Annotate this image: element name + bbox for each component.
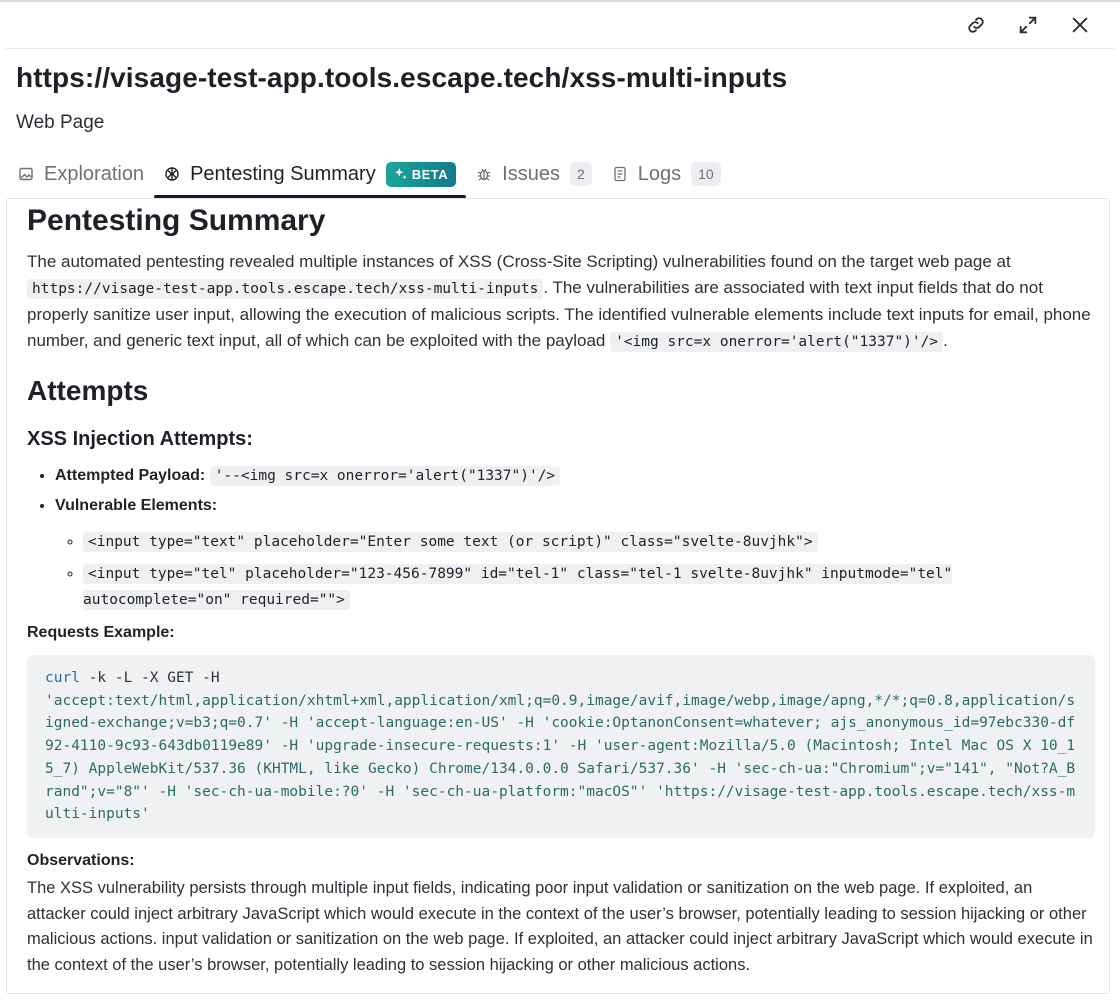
list-item [55,461,1095,491]
list-item [83,561,1095,613]
requests-example-label: Requests Example: [27,624,175,641]
attempts-heading: Attempts [27,375,149,406]
content-inner [27,199,1095,978]
logs-count-badge: 10 [691,162,721,186]
close-icon [1069,14,1091,36]
tab-exploration[interactable] [8,150,154,198]
summary-heading: Pentesting Summary [27,204,326,237]
curl-flags: -k -L -X GET -H [79,670,220,686]
close-button[interactable] [1054,8,1106,42]
link-icon [965,14,987,36]
curl-arguments: 'accept:text/html,application/xhtml+xml,application/xml;q=0.9,image/avif,image/webp,image/apng,*/*;q=0.8,application/signed-exchange;v=b3;q=0.7' -H 'accept-language:en-US' -H 'cookie:OptanonConsent=whatever; ajs_anonymous_id=97ebc330-df92-4110-9c93-643db0119e89' -H 'upgrade-insecure-requests:1' -H 'user-agent:Mozilla/5.0 (Macintosh; Intel Mac OS X 10_15_7) AppleWebKit/537.36 (KHTML, like Gecko) Chrome/134.0.0.0 Safari/537.36' -H 'sec-ch-ua:"Chromium";v="141", "Not?A_Brand";v="8"' -H 'sec-ch-ua-mobile:?0' -H 'sec-ch-ua-platform:"macOS"' 'https://visage-test-app.tools.escape.tech/xss-multi-inputs' [45,692,1076,823]
expand-icon [1017,14,1039,36]
payload-code: '<img src=x onerror='alert("1337")'/> [610,332,943,352]
tab-exploration-label: Exploration [44,162,145,185]
tab-pentesting-summary-label: Pentesting Summary [190,162,376,185]
brain-icon [164,166,180,182]
observations-text: The XSS vulnerability persists through multiple input fields, indicating poor input validation or sanitization on the web page. If exploited, an attacker could inject arbitrary JavaScript which would execute in the context of the user’s browser, potentially leading to session hijacking or other malicious actions. input validation or sanitization on the web page. If exploited, an attacker could inject arbitrary JavaScript which would execute in the context of the user’s browser, potentially leading to session hijacking or other malicious actions. [27,878,1093,974]
issues-count-badge: 2 [570,162,592,186]
tab-bar [8,150,731,198]
log-icon [612,166,628,182]
header-divider [6,48,1114,49]
list-item [55,491,1095,613]
target-url-code: https://visage-test-app.tools.escape.tech/xss-multi-inputs [27,279,543,299]
bug-icon [476,166,492,182]
vulnerable-elements-label: Vulnerable Elements: [55,497,218,514]
image-icon [18,166,34,182]
element-code: <input type="tel" placeholder="123-456-7899" id="tel-1" class="tel-1 svelte-8uvjhk" inputmode="tel" autocomplete="on" required=""> [83,566,953,608]
element-code: <input type="text" placeholder="Enter some text (or script)" class="svelte-8uvjhk"> [83,532,818,552]
observations-label: Observations: [27,851,135,869]
xss-attempts-subheading: XSS Injection Attempts: [27,428,253,450]
tab-issues-label: Issues [502,162,560,185]
page-subtitle: Web Page [16,112,105,133]
vulnerable-elements-list [55,529,1095,613]
curl-keyword: curl [45,670,80,686]
summary-text-1: The automated pentesting revealed multiple instances of XSS (Cross-Site Scripting) vulnerabilities found on the target web page at [27,252,1011,271]
summary-paragraph [27,249,1095,355]
copy-link-button[interactable] [950,8,1002,42]
attempted-payload-code: '--<img src=x onerror='alert("1337")'/> [210,466,560,486]
tab-pentesting-summary[interactable] [154,150,466,198]
content-panel[interactable] [6,198,1110,994]
summary-text-2: . The vulnerabilities are associated with text input fields that do not properly sanitize user input, allowing the execution of malicious scripts. The identified vulnerable elements include text inputs for email, phone number, and generic text input, all of which can be exploited with the payload [27,278,1091,350]
beta-badge [386,162,456,187]
payload-label: Attempted Payload: [55,467,206,484]
summary-text-3: . [943,331,948,350]
list-item [83,529,1095,555]
sparkle-icon [394,167,408,181]
tab-logs-label: Logs [637,162,682,185]
expand-button[interactable] [1002,8,1054,42]
tab-logs[interactable] [602,150,731,198]
beta-badge-label: BETA [411,166,449,182]
request-code-block[interactable] [27,655,1095,838]
tab-issues[interactable] [466,150,602,198]
page-title: https://visage-test-app.tools.escape.tech/xss-multi-inputs [16,62,788,93]
panel-toolbar [950,8,1106,42]
attempts-list [27,461,1095,613]
window-top-border [0,0,1120,3]
